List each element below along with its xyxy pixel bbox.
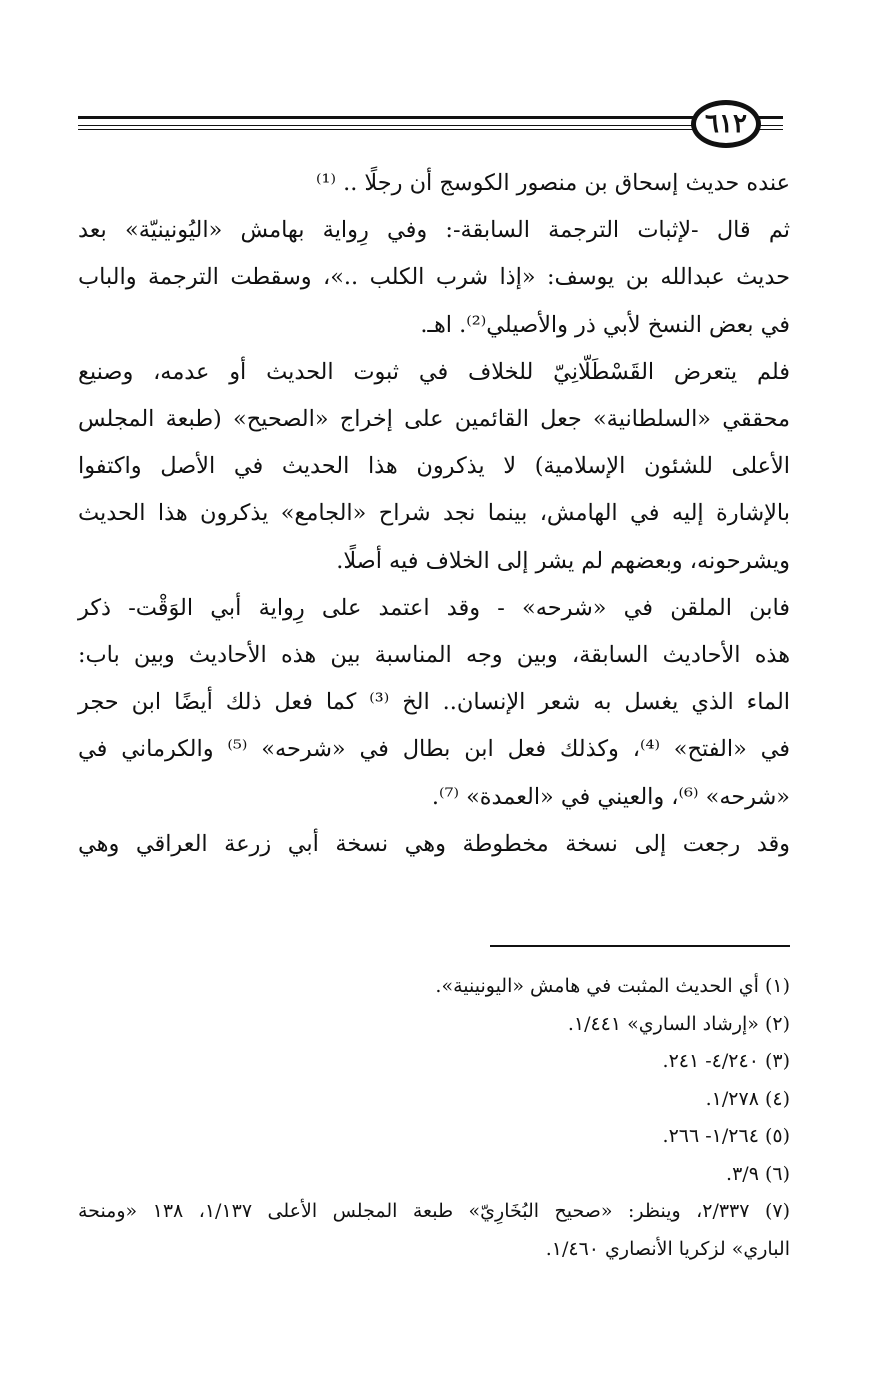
text-line: حديث عبدالله بن يوسف: «إذا شرب الكلب ..»، وسقطت الترجمة والباب	[78, 264, 790, 291]
footnote: (٥) ١/٢٦٤- ٢٦٦.	[662, 1125, 790, 1147]
footnote: (٦) ٣/٩.	[726, 1162, 790, 1185]
footnotes	[78, 968, 790, 1268]
footnote: (٧) ٢/٣٣٧، وينظر: «صحيح البُخَارِيّ» طبعة المجلس الأعلى ١/١٣٧، ١٣٨ «ومنحة	[78, 1200, 790, 1222]
text-line: فلم يتعرض القَسْطَلّانِيّ للخلاف في ثبوت الحديث أو عدمه، وصنيع	[78, 358, 790, 385]
text-line: محققي «السلطانية» جعل القائمين على إخراج «الصحيح» (طبعة المجلس	[78, 406, 790, 433]
text-line: في «الفتح» ⁽⁴⁾، وكذلك فعل ابن بطال في «شرحه» ⁽⁵⁾ والكرماني في	[78, 736, 791, 763]
page-header	[78, 100, 783, 150]
page-number-badge	[691, 100, 761, 148]
footnote: (٤) ١/٢٧٨.	[705, 1087, 790, 1110]
text-line: فابن الملقن في «شرحه» - وقد اعتمد على رِواية أبي الوَقْت- ذكر	[78, 594, 790, 621]
text-line: ويشرحونه، وبعضهم لم يشر إلى الخلاف فيه أصلًا.	[336, 547, 790, 574]
footnote: (٢) «إرشاد الساري» ١/٤٤١.	[567, 1012, 790, 1035]
main-text	[78, 160, 790, 868]
text-line: الأعلى للشئون الإسلامية) لا يذكرون هذا الحديث في الأصل واكتفوا	[78, 453, 790, 480]
footnote: (١) أي الحديث المثبت في هامش «اليونينية».	[435, 975, 790, 997]
page-number: ٦١٢	[705, 109, 747, 139]
footnote: (٣) ٤/٢٤٠- ٢٤١.	[662, 1050, 790, 1072]
text-line: بالإشارة إليه في الهامش، بينما نجد شراح «الجامع» يذكرون هذا الحديث	[78, 500, 790, 527]
text-line: في بعض النسخ لأبي ذر والأصيلي⁽²⁾. اهـ.	[420, 311, 790, 338]
text-line: وقد رجعت إلى نسخة مخطوطة وهي نسخة أبي زرعة العراقي وهي	[78, 830, 790, 857]
text-line: ثم قال -لإثبات الترجمة السابقة-: وفي رِواية بهامش «اليُونينيّة» بعد	[78, 217, 790, 244]
footnote: الباري» لزكريا الأنصاري ١/٤٦٠.	[545, 1237, 790, 1260]
text-line: هذه الأحاديث السابقة، وبين وجه المناسبة بين هذه الأحاديث وبين باب:	[78, 642, 790, 669]
text-line: «شرحه» ⁽⁶⁾، والعيني في «العمدة» ⁽⁷⁾.	[431, 783, 790, 810]
header-rule-thin-2	[78, 129, 783, 130]
header-rule-thick	[78, 116, 783, 119]
text-line: عنده حديث إسحاق بن منصور الكوسج أن رجلًا .. ⁽¹⁾	[315, 170, 790, 196]
header-rule-thin	[78, 125, 783, 126]
footnote-separator	[490, 945, 790, 947]
text-line: الماء الذي يغسل به شعر الإنسان.. الخ ⁽³⁾ كما فعل ذلك أيضًا ابن حجر	[78, 689, 790, 716]
